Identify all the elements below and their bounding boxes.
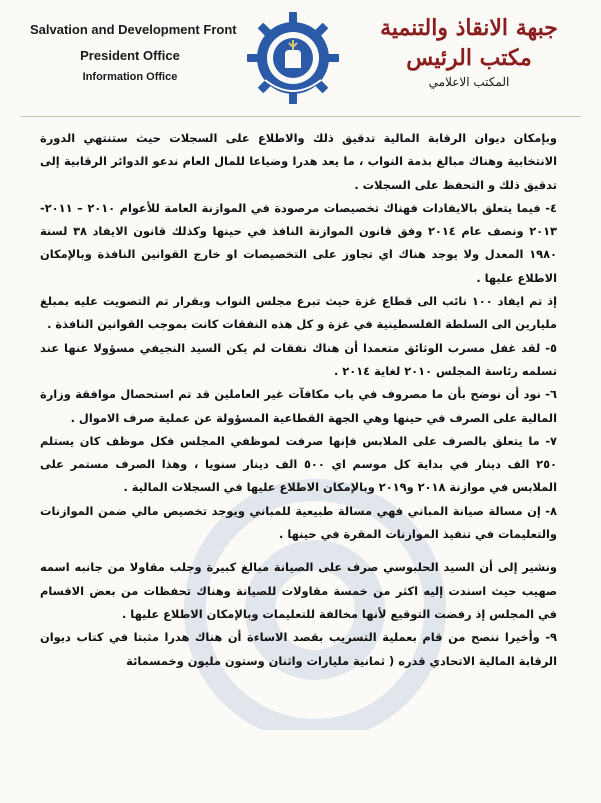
department-name-en: Information Office (82, 71, 178, 83)
document-body (40, 127, 557, 673)
paragraph: ٦- نود أن نوضح بأن ما مصروف في باب مكافآت غير العاملين قد تم استحصال موافقة وزارة المالية على الصرف في حينها وهي الجهة القطاعية المسؤولة عن عملية صرف الاموال . (40, 387, 557, 425)
org-name-ar: جبهة الانقاذ والتنمية (380, 15, 558, 41)
organization-logo-icon (245, 10, 341, 106)
paragraph: ٥- لقد غفل مسرب الوثائق متعمدا أن هناك نفقات لم يكن السيد النجيفي مسؤولا عنها عند تسلمه رئاسة المجلس ٢٠١٠ لغاية ٢٠١٤ . (40, 340, 557, 378)
department-name-ar: المكتب الاعلامي (428, 75, 510, 89)
header-english (30, 22, 237, 84)
paragraph: وبإمكان ديوان الرقابة المالية تدقيق ذلك والاطلاع على السجلات حيث ستنتهي الدورة الانتخابية وهناك مبالغ بذمة النواب ، ما يعد هدرا وضياعا للمال العام ندعو الدوائر الرقابية إلى تدقيق ذلك و التحفظ على السجلات . (40, 131, 557, 192)
paragraph: ٩- وأخيرا ننصح من قام بعملية التسريب بقصد الاساءة أن هناك هدرا مثبتا في كتاب ديوان الرقابة المالية الاتحادي قدره ( ثمانية مليارات واثنان وستون مليون وخمسمائة (40, 630, 557, 668)
org-name-en: Salvation and Development Front (30, 22, 237, 37)
header-divider (20, 116, 581, 117)
paragraph-gap (40, 546, 557, 556)
paragraph: إذ تم ايفاد ١٠٠ نائب الى قطاع غزة حيث تبرع مجلس النواب وبقرار تم التصويت عليه بمبلغ مليارين الى السلطة الفلسطينية في غزة و كل هذه النفقات كانت بموجب القوانين النافذة . (40, 294, 557, 332)
paragraph: ٧- ما يتعلق بالصرف على الملابس فإنها صرفت لموظفي المجلس فكل موظف كان يستلم ٢٥٠ الف دينار في بداية كل موسم اي ٥٠٠ الف دينار سنويا ، وهذا الصرف مستمر على الملابس في موازنة ٢٠١٨ و٢٠١٩ وبالإمكان الاطلاع عليها في السجلات المالية . (40, 433, 557, 495)
paragraph: ونشير إلى أن السيد الحلبوسي صرف على الصيانة مبالغ كبيرة وجلب مقاولا من جانبه اسمه صهيب حيث اسندت إليه اكثر من خمسة مقاولات للصيانة وهناك تحفظات من بعض الاقسام في المجلس إذ رفضت التوقيع لأنها مخالفة للتعليمات وبالإمكان الاطلاع عليها . (40, 560, 557, 621)
office-name-ar: مكتب الرئيس (406, 45, 532, 71)
paragraph: ٤- فيما يتعلق بالايفادات فهناك تخصيصات مرصودة في الموازنة العامة للأعوام ٢٠١٠ – ٢٠١١- ٢٠١٣ ونصف عام ٢٠١٤ وفق قانون الموازنة النافذ في حينها وكذلك قانون الايفاد ٣٨ لسنة ١٩٨٠ المعدل ولا يوجد هناك اي تجاوز على التخصيصات او خارج القوانين النافذة وبالإمكان الاطلاع عليها . (40, 200, 557, 285)
header-arabic (359, 14, 579, 90)
office-name-en: President Office (80, 48, 180, 63)
paragraph: ٨- إن مسالة صيانة المباني فهي مسالة طبيعية للمباني ويوجد تخصيص مالي ضمن الموازنات والتعليمات في تنفيذ الموازنات المقرة في حينها . (40, 503, 557, 542)
